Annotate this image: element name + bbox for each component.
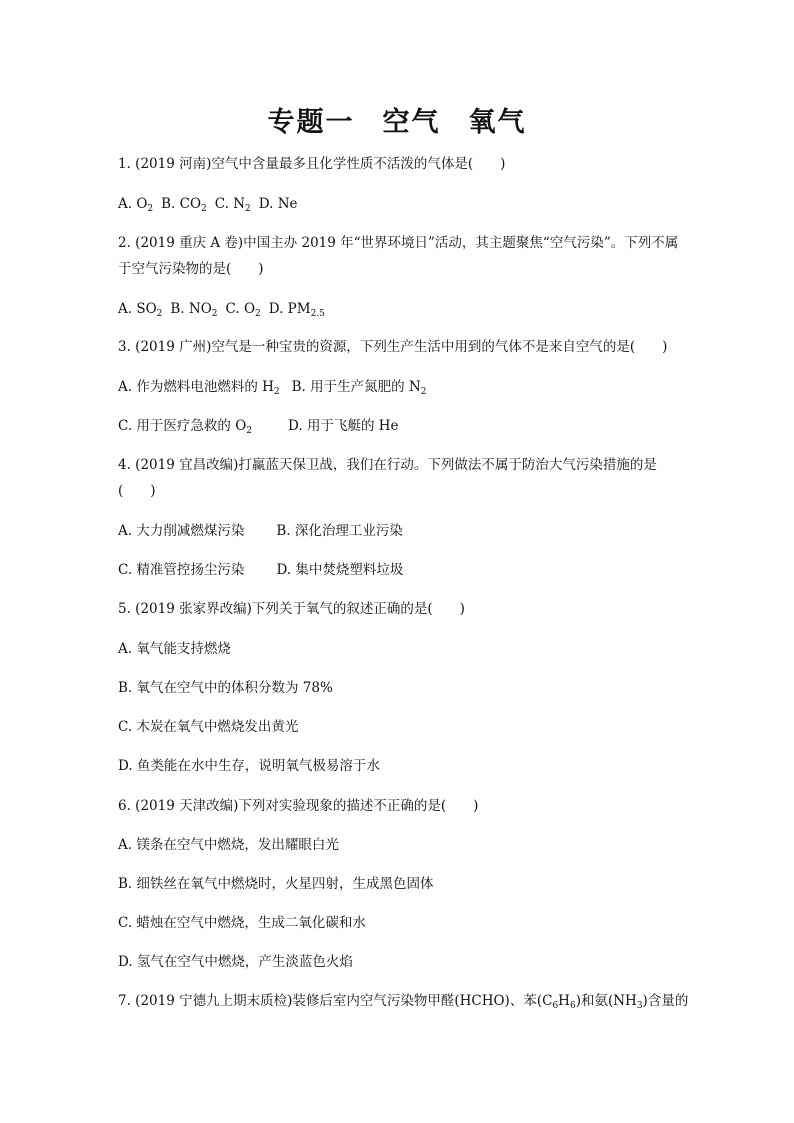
q3-option-b: B. 用于生产氮肥的 $N_2$ [291,379,427,397]
q2-options [118,300,684,318]
q4-option-d: D. 集中焚烧塑料垃圾 [276,562,404,578]
q1-option-b: B. $CO_2$ [161,196,207,214]
q4-option-a: A. 大力削减燃煤污染 [118,523,245,539]
q3-options-row1 [118,378,684,396]
q3-option-c: C. 用于医疗急救的 $O_2$ [118,418,253,436]
q1-stem: 1. (2019 河南)空气中含量最多且化学性质不活泼的气体是( ) [118,156,506,172]
q7-stem-line1: 7. (2019 宁德九上期末质检)装修后室内空气污染物甲醛(HCHO)、苯$(C_6H_6)$和氨$(NH_3)$含量的 [118,993,689,1011]
q6-option-c: C. 蜡烛在空气中燃烧，生成二氧化碳和水 [118,915,366,931]
q5-option-a: A. 氧气能支持燃烧 [118,641,231,657]
q2-stem: 2. (2019 重庆 A 卷)中国主办 2019 年“世界环境日”活动，其主题聚焦“空气污染”。下列不属于空气污染物的是( ) [118,235,679,277]
q2-option-a: A. $SO_2$ [118,301,163,319]
q5-option-b: B. 氧气在空气中的体积分数为 78% [118,680,333,696]
q2-option-d: D. $PM_{2.5}$ [268,301,325,319]
q3-option-a: A. 作为燃料电池燃料的 $H_2$ [118,379,280,397]
q5-stem: 5. (2019 张家界改编)下列关于氧气的叙述正确的是( ) [118,601,465,617]
q6-stem: 6. (2019 天津改编)下列对实验现象的描述不正确的是( ) [118,798,479,814]
q4-stem-line1: 4. (2019 宜昌改编)打赢蓝天保卫战，我们在行动。下列做法不属于防治大气污染措施的是 [118,457,657,473]
q1-options [118,195,684,213]
q4-option-c: C. 精准管控扬尘污染 [118,562,245,578]
q6-option-a: A. 镁条在空气中燃烧，发出耀眼白光 [118,837,339,853]
q5-option-d: D. 鱼类能在水中生存，说明氧气极易溶于水 [118,758,380,774]
q2-option-c: C. $O_2$ [225,301,261,319]
page-title [0,100,794,139]
q3-stem: 3. (2019 广州)空气是一种宝贵的资源，下列生产生活中用到的气体不是来自空气的是( ) [118,339,668,355]
q2-option-b: B. $NO_2$ [170,301,218,319]
q1-option-a: A. $O_2$ [118,196,154,214]
q3-options-row2 [118,417,684,435]
q1-option-c: C. $N_2$ [214,196,251,214]
title-part-topic: 专题一 [267,107,355,138]
q6-option-d: D. 氢气在空气中燃烧，产生淡蓝色火焰 [118,954,353,970]
q4-stem-line2: ( ) [118,483,156,499]
title-part-oxygen: 氧气 [468,107,527,138]
title-part-air: 空气 [382,107,441,138]
q1-option-d: D. Ne [258,196,298,212]
q4-options-row2 [118,561,684,579]
q4-option-b: B. 深化治理工业污染 [276,523,403,539]
q6-option-b: B. 细铁丝在氧气中燃烧时，火星四射，生成黑色固体 [118,876,434,892]
q4-options-row1 [118,522,684,540]
q3-option-d: D. 用于飞艇的 He [288,418,399,434]
q5-option-c: C. 木炭在氧气中燃烧发出黄光 [118,719,299,735]
